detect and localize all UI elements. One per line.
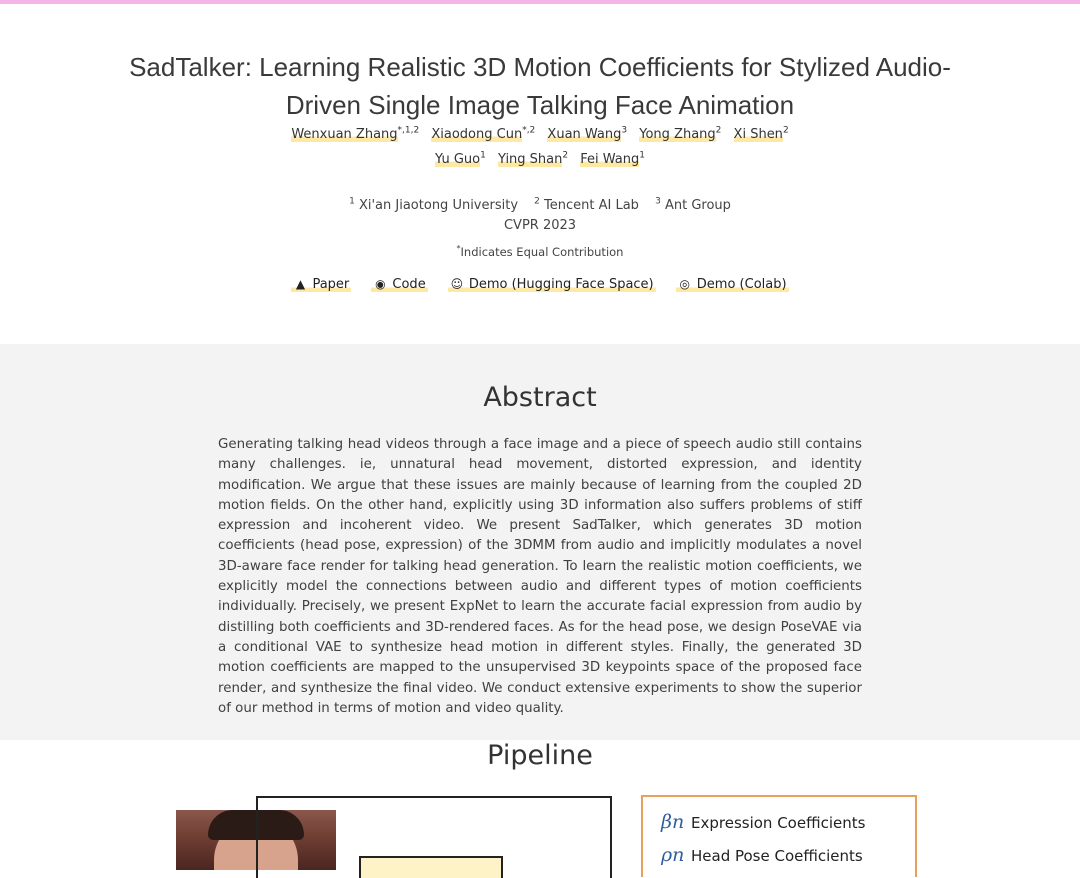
colab-demo-link[interactable]: ◎ Demo (Colab) bbox=[676, 277, 789, 292]
colab-icon: ◎ bbox=[679, 277, 691, 291]
paper-title: SadTalker: Learning Realistic 3D Motion Coefficients for Stylized Audio-Driven Single Image Talking Face Animation bbox=[129, 52, 951, 120]
author-link[interactable]: Wenxuan Zhang$^{*,1,2}$ bbox=[291, 125, 420, 142]
rho-symbol: ρn bbox=[661, 844, 685, 866]
abstract-heading: Abstract bbox=[483, 382, 597, 413]
venue: CVPR 2023 bbox=[503, 218, 577, 233]
pipeline-module-box bbox=[359, 856, 503, 878]
author-link[interactable]: Yong Zhang$^2$ bbox=[639, 125, 722, 142]
beta-symbol: βn bbox=[661, 811, 685, 833]
affiliation: $^1$ Xi'an Jiaotong University bbox=[349, 196, 519, 213]
hugging-face-icon: ☺ bbox=[450, 277, 464, 291]
hugging-face-demo-link[interactable]: ☺ Demo (Hugging Face Space) bbox=[448, 277, 656, 292]
code-link[interactable]: ◉ Code bbox=[371, 277, 427, 292]
author-link[interactable]: Xiaodong Cun$^{*,2}$ bbox=[431, 125, 536, 142]
author-link[interactable]: Yu Guo$^1$ bbox=[435, 150, 486, 167]
author-link[interactable]: Xuan Wang$^3$ bbox=[547, 125, 628, 142]
affiliation: $^3$ Ant Group bbox=[655, 196, 731, 213]
author-list-row-1 bbox=[120, 126, 960, 144]
paper-link[interactable]: ▲ Paper bbox=[291, 277, 351, 292]
author-link[interactable]: Ying Shan$^2$ bbox=[497, 150, 569, 167]
legend-item-expression: βn Expression Coefficients bbox=[661, 811, 866, 833]
coefficient-legend bbox=[641, 795, 917, 877]
author-list-row-2 bbox=[120, 151, 960, 169]
pipeline-heading: Pipeline bbox=[487, 740, 593, 771]
equal-contribution-note: *Indicates Equal Contribution bbox=[456, 244, 624, 259]
affiliations bbox=[120, 197, 960, 215]
author-link[interactable]: Fei Wang$^1$ bbox=[580, 150, 645, 167]
affiliation: $^2$ Tencent AI Lab bbox=[534, 196, 639, 213]
pipeline-section bbox=[0, 740, 1080, 864]
hero-section bbox=[0, 4, 1080, 344]
pdf-icon: ▲ bbox=[295, 277, 306, 291]
abstract-section bbox=[0, 344, 1080, 740]
abstract-text: Generating talking head videos through a face image and a piece of speech audio still contains many challenges. ie, unnatural head movement, distorted expression, and identity modification. We argue that these issues are mainly because of learning from the coupled 2D motion fields. On the other hand, explicitly using 3D information also suffers problems of stiff expression and incoherent video. We present SadTalker, which generates 3D motion coefficients (head pose, expression) of the 3DMM from audio and implicitly modulates a novel 3D-aware face render for talking head generation. To learn the realistic motion coefficients, we explicitly model the connections between audio and different types of motion coefficients individually. Precisely, we present ExpNet to learn the accurate facial expression from audio by distilling both coefficients and 3D-rendered faces. As for the head pose, we design PoseVAE via a conditional VAE to synthesize head motion in different styles. Finally, the generated 3D motion coefficients are mapped to the unsupervised 3D keypoints space of the proposed face render, and synthesize the final video. We conduct extensive experiments to show the superior of our method in terms of motion and video quality. bbox=[218, 437, 862, 716]
legend-item-head-pose: ρn Head Pose Coefficients bbox=[661, 844, 863, 866]
link-bar bbox=[120, 277, 960, 292]
author-link[interactable]: Xi Shen$^2$ bbox=[733, 125, 789, 142]
github-icon: ◉ bbox=[375, 277, 386, 291]
